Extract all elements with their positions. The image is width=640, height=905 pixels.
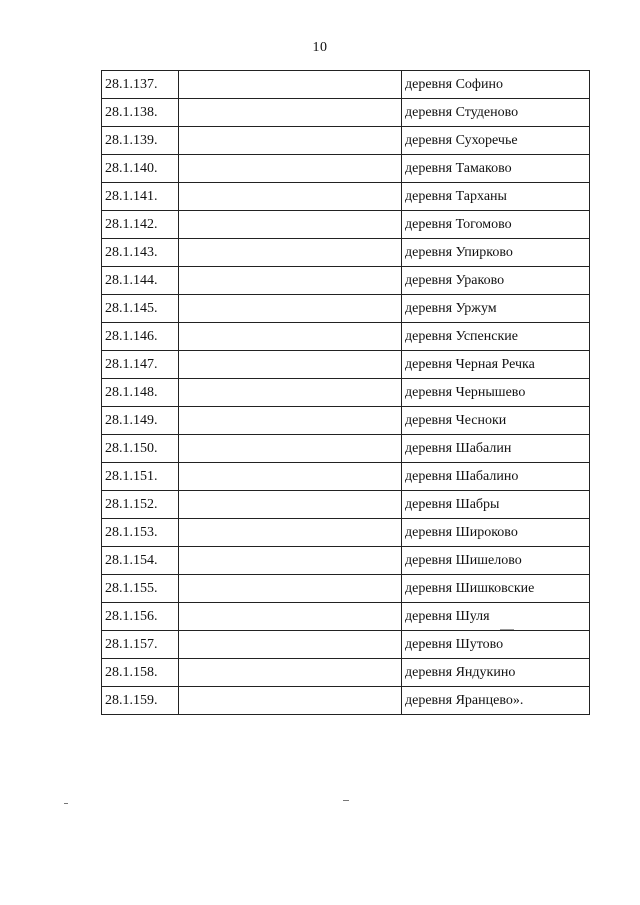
settlement-name-cell: деревня Сухоречье (402, 127, 590, 155)
table-row (102, 491, 590, 519)
table-row (102, 687, 590, 715)
empty-cell (179, 183, 402, 211)
settlement-name-cell: деревня Тарханы (402, 183, 590, 211)
settlement-name-cell: деревня Шабалин (402, 435, 590, 463)
table-row (102, 295, 590, 323)
empty-cell (179, 547, 402, 575)
settlement-name-cell: деревня Шутово (402, 631, 590, 659)
settlement-name-cell: деревня Тамаково (402, 155, 590, 183)
row-number-cell: 28.1.150. (102, 435, 179, 463)
empty-cell (179, 491, 402, 519)
page-number: 10 (312, 40, 328, 55)
settlement-name-cell: деревня Чернышево (402, 379, 590, 407)
row-number-cell: 28.1.142. (102, 211, 179, 239)
row-number-cell: 28.1.146. (102, 323, 179, 351)
settlement-name-cell: деревня Широково (402, 519, 590, 547)
settlement-name-cell: деревня Шабры (402, 491, 590, 519)
row-number-cell: 28.1.148. (102, 379, 179, 407)
empty-cell (179, 71, 402, 99)
row-number-cell: 28.1.147. (102, 351, 179, 379)
empty-cell (179, 379, 402, 407)
empty-cell (179, 519, 402, 547)
table-body (102, 71, 590, 715)
row-number-cell: 28.1.152. (102, 491, 179, 519)
settlement-name-cell: деревня Ураково (402, 267, 590, 295)
empty-cell (179, 407, 402, 435)
table-row (102, 603, 590, 631)
empty-cell (179, 323, 402, 351)
table-row (102, 183, 590, 211)
table-row (102, 211, 590, 239)
empty-cell (179, 239, 402, 267)
table-row (102, 267, 590, 295)
row-number-cell: 28.1.141. (102, 183, 179, 211)
table-row (102, 127, 590, 155)
row-number-cell: 28.1.137. (102, 71, 179, 99)
settlement-name-cell: деревня Успенские (402, 323, 590, 351)
row-number-cell: 28.1.138. (102, 99, 179, 127)
empty-cell (179, 127, 402, 155)
settlement-name-cell: деревня Шишковские (402, 575, 590, 603)
table-row (102, 547, 590, 575)
empty-cell (179, 155, 402, 183)
settlement-name-cell: деревня Шабалино (402, 463, 590, 491)
settlement-name-cell: деревня Яндукино (402, 659, 590, 687)
row-number-cell: 28.1.155. (102, 575, 179, 603)
settlement-name-cell: деревня Шуля (402, 603, 590, 631)
empty-cell (179, 631, 402, 659)
row-number-cell: 28.1.158. (102, 659, 179, 687)
row-number-cell: 28.1.145. (102, 295, 179, 323)
settlement-name-cell: деревня Шишелово (402, 547, 590, 575)
settlement-name-cell: деревня Уржум (402, 295, 590, 323)
empty-cell (179, 351, 402, 379)
settlement-name-cell: деревня Софино (402, 71, 590, 99)
table-row (102, 239, 590, 267)
settlements-table (101, 70, 590, 715)
table-row (102, 631, 590, 659)
empty-cell (179, 659, 402, 687)
row-number-cell: 28.1.144. (102, 267, 179, 295)
empty-cell (179, 575, 402, 603)
table-row (102, 323, 590, 351)
table-row (102, 463, 590, 491)
empty-cell (179, 687, 402, 715)
table-row (102, 407, 590, 435)
row-number-cell: 28.1.157. (102, 631, 179, 659)
settlement-name-cell: деревня Чесноки (402, 407, 590, 435)
settlement-name-cell: деревня Черная Речка (402, 351, 590, 379)
settlement-name-cell: деревня Яранцево». (402, 687, 590, 715)
empty-cell (179, 211, 402, 239)
empty-cell (179, 435, 402, 463)
table-row (102, 99, 590, 127)
empty-cell (179, 463, 402, 491)
row-number-cell: 28.1.151. (102, 463, 179, 491)
table-row (102, 659, 590, 687)
table-row (102, 575, 590, 603)
table-row (102, 435, 590, 463)
row-number-cell: 28.1.140. (102, 155, 179, 183)
empty-cell (179, 295, 402, 323)
table-row (102, 71, 590, 99)
row-number-cell: 28.1.139. (102, 127, 179, 155)
row-number-cell: 28.1.153. (102, 519, 179, 547)
empty-cell (179, 267, 402, 295)
settlement-name-cell: деревня Упирково (402, 239, 590, 267)
scan-speck (500, 629, 514, 630)
settlement-name-cell: деревня Тогомово (402, 211, 590, 239)
row-number-cell: 28.1.143. (102, 239, 179, 267)
row-number-cell: 28.1.149. (102, 407, 179, 435)
empty-cell (179, 99, 402, 127)
empty-cell (179, 603, 402, 631)
table-row (102, 519, 590, 547)
settlement-name-cell: деревня Студеново (402, 99, 590, 127)
scan-speck (343, 800, 349, 801)
table-row (102, 351, 590, 379)
table-row (102, 379, 590, 407)
row-number-cell: 28.1.159. (102, 687, 179, 715)
row-number-cell: 28.1.154. (102, 547, 179, 575)
scan-speck (64, 803, 68, 804)
table-row (102, 155, 590, 183)
row-number-cell: 28.1.156. (102, 603, 179, 631)
